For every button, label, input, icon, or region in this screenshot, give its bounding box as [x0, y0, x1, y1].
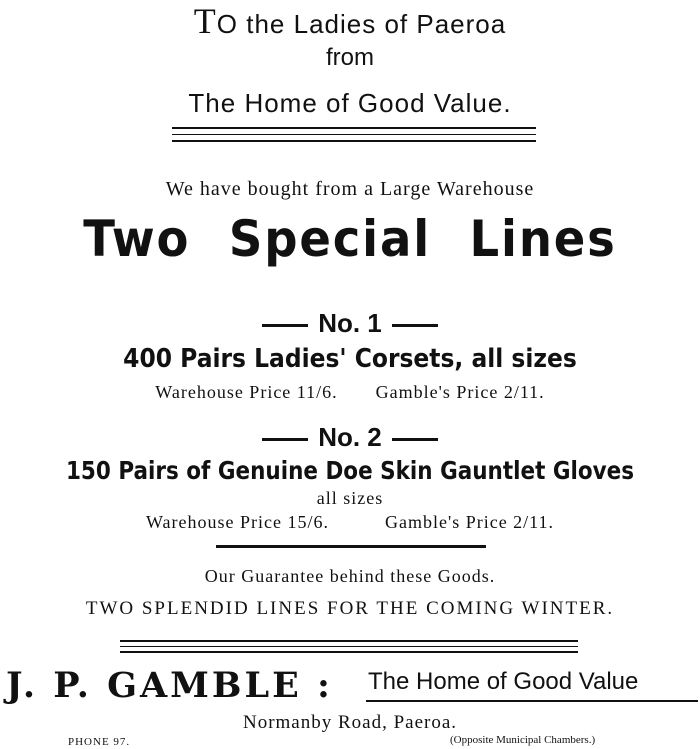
item-1-gamble-price: Gamble's Price 2/11.	[375, 382, 545, 402]
location-note: (Opposite Municipal Chambers.)	[450, 734, 596, 746]
header-rule-bottom	[172, 140, 536, 142]
phone: PHONE 97.	[68, 736, 131, 748]
item-2-title: 150 Pairs of Genuine Doe Skin Gauntlet Gloves	[65, 456, 635, 485]
footer-rule-mid	[120, 646, 578, 647]
dash-left	[262, 438, 308, 441]
intro-text: We have bought from a Large Warehouse	[165, 178, 535, 200]
business-tagline: The Home of Good Value	[368, 668, 639, 695]
item-1-number-text: No. 1	[318, 308, 382, 338]
section-rule	[216, 545, 486, 548]
item-2-gamble-price: Gamble's Price 2/11.	[384, 512, 555, 532]
item-1-title: 400 Pairs Ladies' Corsets, all sizes	[123, 344, 577, 374]
guarantee-text: Our Guarantee behind these Goods.	[204, 566, 496, 586]
header-line-1-text: O the Ladies of Paeroa	[216, 9, 507, 39]
header-rule-top	[172, 127, 536, 129]
header-line-2: from	[326, 44, 374, 71]
dash-right	[392, 438, 438, 441]
address: Normanby Road, Paeroa.	[242, 712, 458, 733]
header-initial: T	[193, 1, 217, 41]
item-2-prices	[0, 512, 700, 533]
business-name: J. P. GAMBLE :	[6, 665, 333, 706]
footer-rule-top	[120, 640, 578, 642]
item-2-number	[0, 422, 700, 453]
item-2-number-text: No. 2	[318, 422, 382, 452]
item-2-subtitle: all sizes	[316, 488, 384, 508]
header-line-1	[0, 0, 700, 42]
dash-right	[392, 324, 438, 327]
winter-text: TWO SPLENDID LINES FOR THE COMING WINTER.	[85, 598, 615, 619]
item-1-warehouse-price: Warehouse Price 11/6.	[155, 382, 338, 402]
item-1-prices	[0, 382, 700, 403]
tagline-underline	[366, 700, 698, 702]
headline: Two Special Lines	[83, 210, 617, 268]
header-rule-mid	[172, 134, 536, 135]
dash-left	[262, 324, 308, 327]
footer-rule-bottom	[120, 651, 578, 653]
item-2-warehouse-price: Warehouse Price 15/6.	[145, 512, 329, 532]
item-1-number	[0, 308, 700, 339]
header-line-3: The Home of Good Value.	[188, 88, 512, 118]
